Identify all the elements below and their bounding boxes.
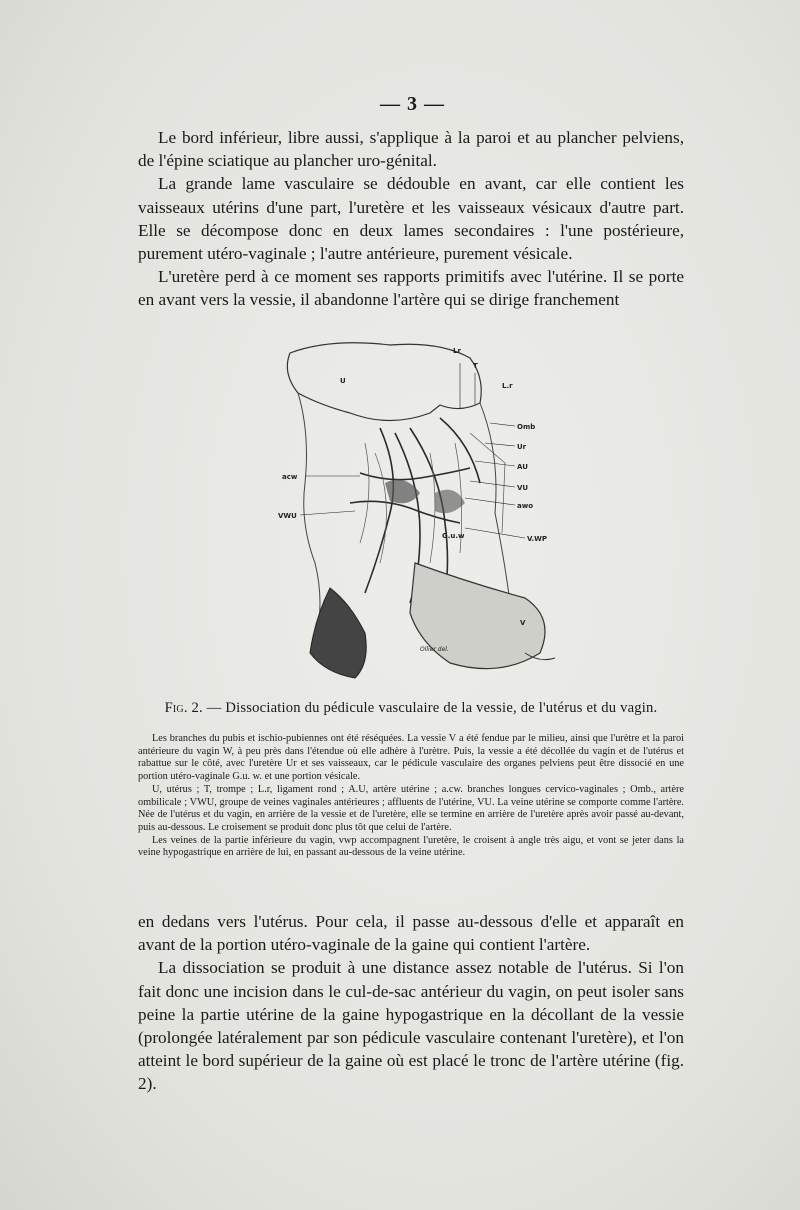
legend-paragraph: Les veines de la partie inférieure du vagin, vwp accompagnent l'uretère, le croisent à angle très aigu, et vont se jeter dans la veine hypogastrique en arrière de lui, en passant au-dessous de la veine utérine.	[138, 834, 684, 859]
bottom-text-block	[138, 910, 684, 1096]
figure-legend	[138, 733, 684, 860]
caption-text: — Dissociation du pédicule vasculaire de la vessie, de l'utérus et du vagin.	[206, 700, 658, 716]
anatomical-figure	[270, 333, 560, 688]
figure-drawing	[270, 333, 560, 688]
figure-label: L.r	[502, 382, 513, 390]
figure-label: U	[340, 377, 346, 385]
figure-signature: Ollier del.	[420, 646, 449, 653]
figure-label: V	[520, 619, 526, 627]
paragraph: La dissociation se produit à une distance assez notable de l'utérus. Si l'on fait donc une incision dans le cul-de-sac antérieur du vagin, on peut isoler sans peine la partie utérine de la gaine hypogastrique en la décollant de la vessie (prolongée latéralement par son pédicule vasculaire contenant l'uretère), et l'on atteint le bord supérieur de la gaine où est placé le tronc de l'artère utérine (fig. 2).	[138, 958, 684, 1094]
figure-label: acw	[282, 473, 298, 481]
paragraph: en dedans vers l'utérus. Pour cela, il passe au-dessous d'elle et apparaît en avant de la portion utéro-vaginale de la gaine qui contient l'artère.	[138, 912, 684, 955]
paragraph: Le bord inférieur, libre aussi, s'applique à la paroi et au plancher pelviens, de l'épine sciatique au plancher uro-génital.	[138, 128, 684, 171]
figure-label: Ur	[517, 443, 527, 451]
figure-label: V.WP	[527, 535, 548, 543]
legend-paragraph: Les branches du pubis et ischio-pubiennes ont été réséquées. La vessie V a été fendue par le milieu, ainsi que l'urètre et la paroi antérieure du vagin W, à peu près dans l'étendue où elle adhère à l'urètre. Puis, la vessie a été décollée du vagin et de l'utérus et rabattue sur le côté, avec l'uretère Ur et ses vaisseaux, car le pédicule vasculaire des organes pelviens peut être dissocié en une portion utéro-vaginale G.u. w. et une portion vésicale.	[138, 733, 684, 783]
legend-paragraph: U, utérus ; T, trompe ; L.r, ligament rond ; A.U, artère utérine ; a.cw. branches longues cervico-vaginales ; Omb., artère ombilicale ; VWU, groupe de veines vaginales antérieures ; affluents de l'utérine, VU. La veine utérine se comporte comme l'artère. Née de l'utérus et du vagin, en arrière de la vessie et de l'uretère, elle se termine en arrière de l'uretère après avoir passé au-devant, puis au-dessous. Le croisement se produit donc plus tôt que celui de l'artère.	[138, 783, 684, 833]
paragraph: L'uretère perd à ce moment ses rapports primitifs avec l'utérine. Il se porte en avant vers la vessie, il abandonne l'artère qui se dirige franchement	[138, 267, 684, 310]
figure-label: G.u.w	[442, 532, 465, 540]
figure-label: VU	[517, 484, 529, 492]
page-number: — 3 —	[380, 93, 445, 115]
figure-label: T	[473, 362, 478, 370]
figure-label: AU	[517, 463, 528, 471]
figure-label: Lr	[453, 347, 461, 355]
top-text-block	[138, 126, 684, 312]
figure-label: awo	[517, 502, 533, 510]
paragraph: La grande lame vasculaire se dédouble en avant, car elle contient les vaisseaux utérins d'une part, l'uretère et les vaisseaux vésicaux d'autre part. Elle se décompose donc en deux lames secondaires : l'une postérieure, purement utéro-vaginale ; l'autre antérieure, purement vésicale.	[138, 174, 684, 264]
caption-label: Fig. 2.	[164, 700, 203, 716]
figure-caption	[138, 700, 684, 717]
figure-label: VWU	[278, 512, 297, 520]
figure-label: Omb	[517, 423, 536, 431]
